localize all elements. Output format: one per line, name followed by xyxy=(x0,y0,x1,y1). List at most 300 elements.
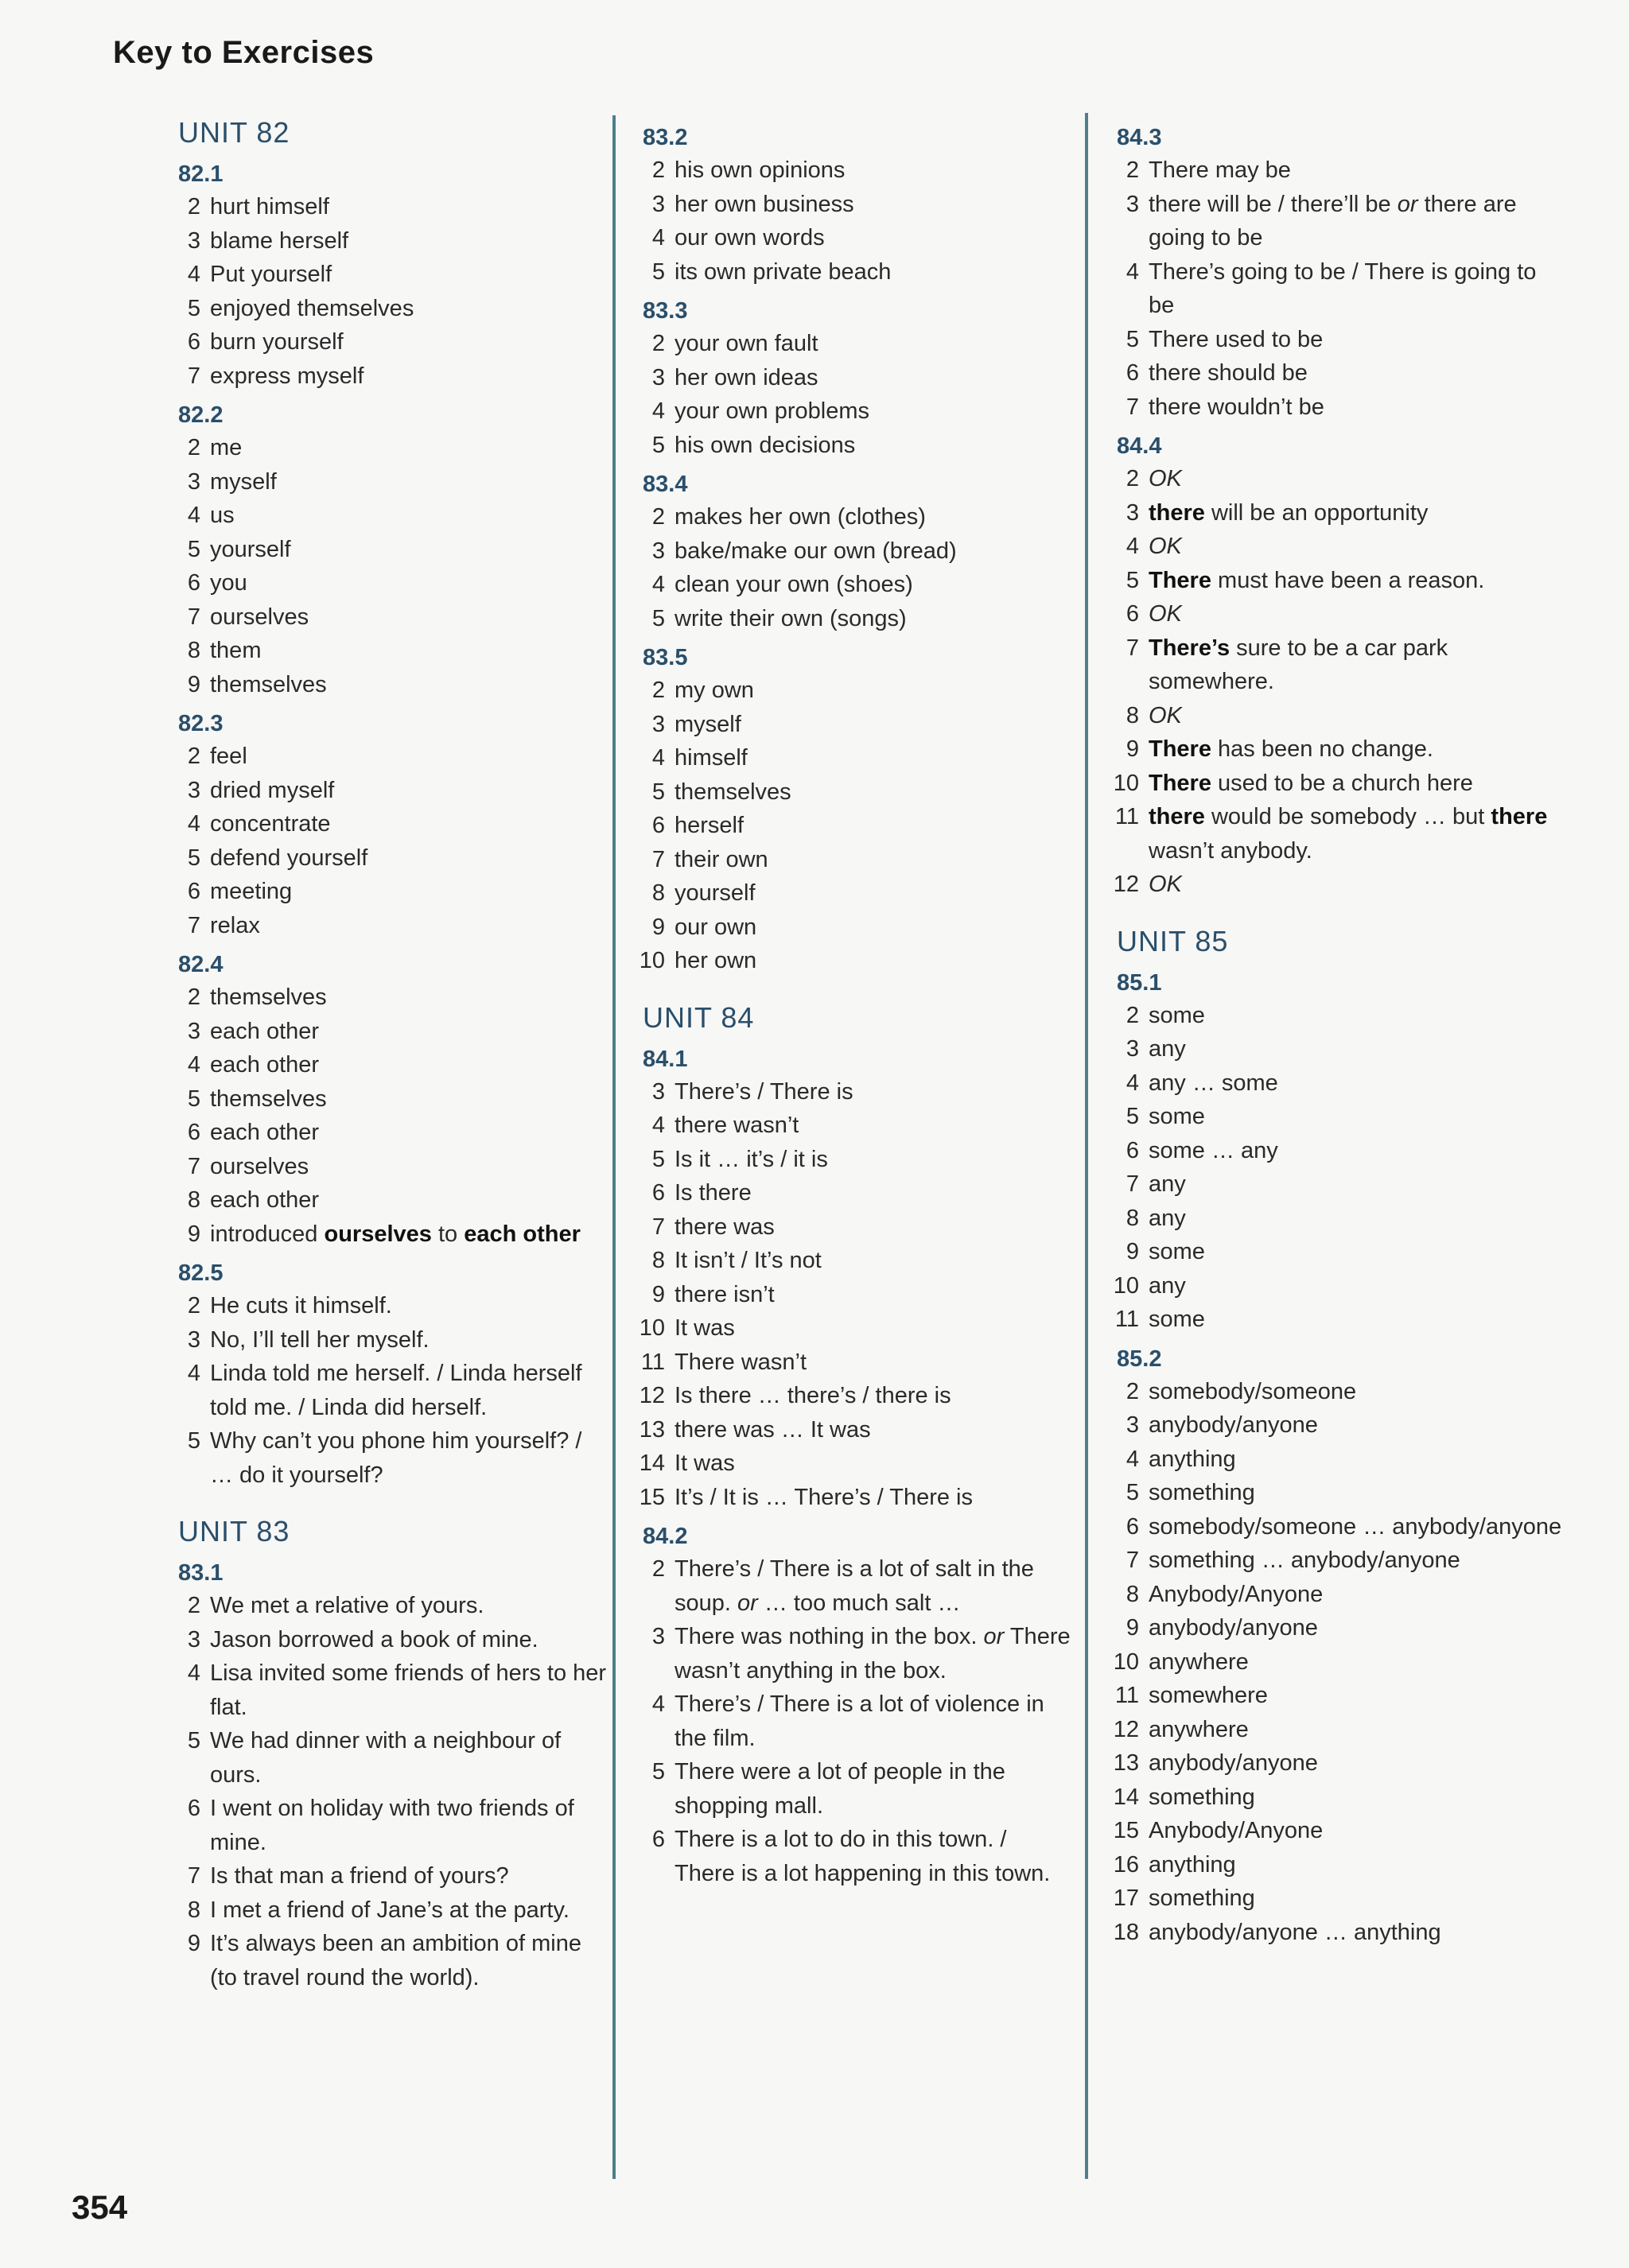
answer-number: 7 xyxy=(187,1153,200,1179)
answer-number: 3 xyxy=(651,1624,665,1649)
answer-number: 9 xyxy=(1126,1239,1139,1264)
answer-text: us xyxy=(210,503,235,528)
answer-text: Put yourself xyxy=(210,262,332,287)
answer-text: feel xyxy=(210,744,247,769)
answer-item xyxy=(178,292,608,326)
answer-number: 6 xyxy=(651,813,665,838)
answer-item xyxy=(178,1183,608,1217)
answer-text: each other xyxy=(210,1120,320,1145)
exercise-number: 83.4 xyxy=(643,472,688,497)
answer-text: makes her own (clothes) xyxy=(675,504,926,530)
answer-item xyxy=(1117,699,1562,733)
answer-number: 6 xyxy=(1126,601,1139,627)
answer-text: something … anybody/anyone xyxy=(1149,1548,1460,1573)
answer-text: each other xyxy=(210,1187,320,1213)
answer-text: there was xyxy=(675,1214,775,1240)
answer-number: 2 xyxy=(187,744,200,769)
answer-number: 5 xyxy=(187,536,200,562)
answer-number: 3 xyxy=(187,468,200,495)
answer-text: there wasn’t xyxy=(675,1113,799,1138)
answer-number: 4 xyxy=(1126,534,1139,559)
answer-number: 9 xyxy=(187,671,200,697)
answer-item xyxy=(178,1724,608,1792)
answer-number: 12 xyxy=(639,1383,665,1408)
answer-item xyxy=(643,429,1072,463)
answer-number: 7 xyxy=(1126,1548,1139,1573)
answer-item xyxy=(178,1015,608,1049)
answer-text: ourselves xyxy=(210,604,309,630)
answer-number: 2 xyxy=(187,1293,200,1318)
answer-number: 2 xyxy=(187,984,200,1010)
exercise-block xyxy=(178,708,608,942)
unit-section xyxy=(178,115,608,1492)
answer-item xyxy=(1117,462,1562,496)
answer-item xyxy=(1113,1645,1562,1680)
answer-number: 4 xyxy=(187,262,200,287)
answer-item xyxy=(1117,1611,1562,1645)
exercise-number: 82.2 xyxy=(178,402,224,428)
exercise-block xyxy=(643,468,1072,635)
answer-number: 5 xyxy=(651,432,665,458)
answer-item xyxy=(643,1552,1072,1620)
answer-item xyxy=(1117,1066,1562,1101)
answer-item xyxy=(178,224,608,258)
answer-text: any … some xyxy=(1149,1070,1278,1096)
answer-item xyxy=(1117,323,1562,357)
answer-item xyxy=(643,1823,1072,1890)
answer-text: anywhere xyxy=(1149,1649,1249,1675)
answer-text: me xyxy=(210,435,243,460)
answer-number: 4 xyxy=(187,1660,200,1686)
answer-item xyxy=(1117,999,1562,1033)
answer-item xyxy=(1117,564,1562,598)
answer-text: meeting xyxy=(210,879,293,904)
answer-number: 7 xyxy=(1126,635,1139,661)
answer-item xyxy=(643,255,1072,289)
answer-text: themselves xyxy=(210,671,327,697)
answer-number: 5 xyxy=(651,1759,665,1784)
answer-text: our own words xyxy=(675,225,825,250)
answer-number: 9 xyxy=(1126,736,1139,762)
answer-number: 5 xyxy=(1126,1480,1139,1505)
exercise-number: 84.4 xyxy=(1117,433,1162,459)
answer-item xyxy=(643,843,1072,877)
answer-number: 14 xyxy=(1113,1784,1139,1810)
answer-number: 8 xyxy=(187,638,200,663)
answer-item xyxy=(178,875,608,909)
answer-item xyxy=(1113,1713,1562,1747)
answer-text: introduced ourselves to each other xyxy=(210,1221,581,1247)
answer-item xyxy=(643,500,1072,534)
unit-section xyxy=(1113,924,1562,1950)
exercise-number: 85.2 xyxy=(1117,1346,1162,1372)
answer-text: there should be xyxy=(1149,360,1308,386)
answer-number: 5 xyxy=(187,295,200,321)
answer-number: 7 xyxy=(187,363,200,389)
column-divider xyxy=(612,115,616,2179)
answer-text: express myself xyxy=(210,363,364,389)
answer-item xyxy=(1113,1746,1562,1781)
answer-text: your own problems xyxy=(675,398,869,424)
answer-item xyxy=(643,809,1072,843)
answer-number: 12 xyxy=(1113,872,1139,897)
answer-item xyxy=(178,566,608,600)
answer-number: 2 xyxy=(1126,1002,1139,1028)
answer-item xyxy=(639,1447,1072,1481)
answer-item xyxy=(1113,868,1562,902)
exercise-block xyxy=(1113,967,1562,1337)
answer-item xyxy=(1113,1916,1562,1950)
answer-text: It’s always been an ambition of mine (to travel round the world). xyxy=(210,1931,581,1990)
answer-text: there will be / there’ll be or there are going to be xyxy=(1149,191,1517,250)
answer-number: 8 xyxy=(1126,702,1139,728)
unit-section xyxy=(639,122,1072,978)
answer-number: 3 xyxy=(651,538,665,564)
answer-item xyxy=(639,1413,1072,1447)
answer-text: It was xyxy=(675,1315,735,1341)
answer-number: 3 xyxy=(1126,1412,1139,1438)
answer-text: OK xyxy=(1149,702,1182,728)
answer-text: Anybody/Anyone xyxy=(1149,1581,1324,1607)
answer-text: There is a lot to do in this town. / There is a lot happening in this town. xyxy=(675,1827,1051,1886)
answer-number: 5 xyxy=(1126,1104,1139,1129)
exercise-number: 83.3 xyxy=(643,298,688,324)
answer-text: there isn’t xyxy=(675,1281,775,1307)
answer-item xyxy=(1114,1679,1562,1713)
answer-text: He cuts it himself. xyxy=(210,1293,392,1318)
answer-number: 5 xyxy=(1126,567,1139,593)
exercise-number: 82.3 xyxy=(178,711,224,736)
answer-number: 2 xyxy=(651,678,665,703)
answer-text: any xyxy=(1149,1171,1186,1197)
answer-list xyxy=(178,981,608,1251)
answer-item xyxy=(1117,597,1562,631)
answer-item xyxy=(639,944,1072,978)
answer-text: Is there xyxy=(675,1180,752,1206)
answer-text: themselves xyxy=(210,1085,327,1112)
answer-item xyxy=(1113,1848,1562,1882)
answer-number: 4 xyxy=(187,1052,200,1078)
answer-text: bake/make our own (bread) xyxy=(675,538,957,564)
unit-heading: UNIT 83 xyxy=(178,1515,290,1548)
answer-text: some xyxy=(1149,1239,1205,1264)
answer-text: somebody/someone … anybody/anyone xyxy=(1149,1513,1562,1540)
answer-text: yourself xyxy=(210,536,291,562)
unit-section xyxy=(639,1000,1072,1891)
answer-list xyxy=(643,1552,1072,1890)
answer-text: OK xyxy=(1149,534,1182,559)
answer-text: themselves xyxy=(210,984,327,1010)
answer-text: there will be an opportunity xyxy=(1149,499,1429,526)
answer-text: somebody/someone xyxy=(1149,1378,1357,1404)
answer-number: 9 xyxy=(187,1221,200,1247)
answer-number: 6 xyxy=(1126,1513,1139,1540)
answer-item xyxy=(643,708,1072,742)
answer-text: my own xyxy=(675,678,754,703)
answer-item xyxy=(1117,1134,1562,1168)
answer-text: our own xyxy=(675,914,757,940)
answer-text: his own opinions xyxy=(675,157,846,183)
unit-section xyxy=(178,1514,608,1994)
answer-number: 2 xyxy=(651,331,665,356)
answer-text: himself xyxy=(675,745,748,771)
answer-column-2 xyxy=(639,115,1072,1895)
answer-item xyxy=(643,1687,1072,1755)
answer-item xyxy=(1117,1375,1562,1409)
exercise-number: 84.1 xyxy=(643,1046,688,1072)
answer-number: 12 xyxy=(1113,1716,1139,1742)
answer-text: your own fault xyxy=(675,331,818,356)
answer-item xyxy=(643,188,1072,222)
answer-item xyxy=(178,807,608,841)
answer-item xyxy=(178,634,608,668)
answer-number: 8 xyxy=(651,880,665,906)
answer-number: 10 xyxy=(639,1315,665,1341)
answer-number: 11 xyxy=(1114,1307,1139,1332)
answer-item xyxy=(643,153,1072,188)
answer-number: 4 xyxy=(187,1361,200,1386)
answer-item xyxy=(643,1143,1072,1177)
exercise-number: 83.2 xyxy=(643,125,688,150)
answer-item xyxy=(643,1109,1072,1143)
answer-number: 6 xyxy=(1126,1137,1139,1163)
answer-text: enjoyed themselves xyxy=(210,295,414,321)
answer-text: something xyxy=(1149,1480,1255,1505)
answer-text: you xyxy=(210,570,247,596)
answer-text: there wouldn’t be xyxy=(1149,394,1324,420)
answer-column-1 xyxy=(178,115,608,1999)
answer-item xyxy=(178,1589,608,1623)
answer-text: There’s / There is xyxy=(675,1078,853,1105)
answer-number: 5 xyxy=(651,779,665,805)
exercise-block xyxy=(643,295,1072,462)
answer-item xyxy=(178,1217,608,1252)
answer-item xyxy=(1117,530,1562,564)
answer-item xyxy=(1117,1032,1562,1066)
answer-number: 6 xyxy=(651,1827,665,1852)
exercise-block xyxy=(178,949,608,1251)
answer-number: 6 xyxy=(651,1180,665,1206)
answer-item xyxy=(643,1620,1072,1687)
answer-text: concentrate xyxy=(210,811,331,837)
answer-number: 4 xyxy=(651,225,665,250)
exercise-block xyxy=(1117,122,1562,424)
exercise-number: 85.1 xyxy=(1117,969,1162,996)
answer-text: Lisa invited some friends of hers to her flat. xyxy=(210,1660,607,1720)
answer-list xyxy=(178,1589,608,1994)
answer-text: We had dinner with a neighbour of ours. xyxy=(210,1728,562,1788)
answer-item xyxy=(1117,732,1562,767)
answer-text: There used to be xyxy=(1149,326,1324,352)
answer-text: anything xyxy=(1149,1851,1236,1878)
answer-text: There were a lot of people in the shopping mall. xyxy=(675,1759,1005,1819)
answer-text: anybody/anyone … anything xyxy=(1149,1919,1441,1945)
answer-number: 2 xyxy=(651,157,665,183)
answer-number: 7 xyxy=(651,1214,665,1240)
answer-item xyxy=(1117,390,1562,425)
answer-number: 8 xyxy=(187,1897,200,1923)
answer-item xyxy=(178,1927,608,1994)
answer-item xyxy=(639,1311,1072,1346)
answer-text: there was … It was xyxy=(675,1416,871,1443)
answer-text: OK xyxy=(1149,601,1182,627)
answer-item xyxy=(643,602,1072,636)
answer-number: 8 xyxy=(187,1187,200,1213)
answer-item xyxy=(643,568,1072,602)
answer-text: their own xyxy=(675,846,768,872)
answer-text: anybody/anyone xyxy=(1149,1615,1318,1641)
answer-item xyxy=(1113,1814,1562,1848)
answer-number: 10 xyxy=(1113,770,1139,796)
answer-list xyxy=(1113,999,1562,1337)
answer-number: 4 xyxy=(1126,1070,1139,1096)
answer-text: Why can’t you phone him yourself? / … do it yourself? xyxy=(210,1428,582,1488)
answer-item xyxy=(178,533,608,567)
answer-item xyxy=(178,1082,608,1117)
answer-item xyxy=(643,911,1072,945)
answer-text: each other xyxy=(210,1052,320,1078)
answer-list xyxy=(643,153,1072,289)
answer-number: 4 xyxy=(1126,258,1139,285)
answer-number: 15 xyxy=(1113,1818,1139,1843)
answer-item xyxy=(639,1481,1072,1515)
answer-text: there would be somebody … but there wasn’t anybody. xyxy=(1149,804,1548,864)
answer-number: 7 xyxy=(187,604,200,630)
answer-number: 10 xyxy=(1113,1272,1139,1299)
answer-item xyxy=(1117,496,1562,530)
answer-item xyxy=(1117,1476,1562,1510)
answer-text: ourselves xyxy=(210,1153,309,1179)
answer-number: 14 xyxy=(639,1451,665,1476)
answer-text: There may be xyxy=(1149,157,1291,183)
answer-number: 3 xyxy=(187,227,200,254)
answer-number: 3 xyxy=(1126,499,1139,526)
answer-number: 5 xyxy=(651,258,665,285)
answer-text: blame herself xyxy=(210,227,349,254)
answer-item xyxy=(1117,1167,1562,1202)
exercise-block xyxy=(178,399,608,701)
answer-item xyxy=(178,1792,608,1859)
answer-number: 4 xyxy=(1126,1446,1139,1472)
page-number: 354 xyxy=(72,2188,128,2226)
answer-item xyxy=(1117,1408,1562,1443)
answer-list xyxy=(1113,1375,1562,1950)
answer-item xyxy=(643,327,1072,361)
answer-item xyxy=(1114,800,1562,868)
answer-list xyxy=(639,674,1072,978)
answer-text: There used to be a church here xyxy=(1149,770,1473,796)
answer-number: 11 xyxy=(1114,804,1139,829)
answer-number: 3 xyxy=(651,364,665,390)
answer-number: 7 xyxy=(651,846,665,872)
answer-number: 6 xyxy=(187,879,200,904)
answer-text: OK xyxy=(1149,872,1182,897)
answer-item xyxy=(178,740,608,774)
answer-item xyxy=(643,674,1072,708)
exercise-number: 82.5 xyxy=(178,1260,224,1286)
answer-text: any xyxy=(1149,1036,1186,1062)
answer-text: I went on holiday with two friends of mine. xyxy=(210,1796,574,1855)
answer-number: 7 xyxy=(187,1863,200,1889)
answer-item xyxy=(178,258,608,292)
answer-item xyxy=(1114,1303,1562,1337)
answer-number: 6 xyxy=(187,1120,200,1145)
answer-number: 2 xyxy=(187,1593,200,1618)
unit-heading: UNIT 82 xyxy=(178,116,290,149)
answer-text: its own private beach xyxy=(675,258,892,285)
answer-number: 4 xyxy=(651,1691,665,1717)
answer-item xyxy=(1117,1202,1562,1236)
answer-list xyxy=(643,327,1072,462)
answer-text: some xyxy=(1149,1307,1205,1332)
answer-item xyxy=(1117,1235,1562,1269)
answer-list xyxy=(178,190,608,393)
answer-item xyxy=(178,325,608,359)
answer-number: 6 xyxy=(187,570,200,596)
answer-text: OK xyxy=(1149,466,1182,491)
answer-text: There was nothing in the box. or There wasn’t anything in the box. xyxy=(675,1624,1071,1684)
exercise-block xyxy=(1113,430,1562,902)
answer-text: dried myself xyxy=(210,777,335,803)
answer-number: 6 xyxy=(1126,360,1139,386)
answer-number: 3 xyxy=(651,711,665,737)
answer-text: myself xyxy=(210,468,277,495)
answer-item xyxy=(640,1346,1072,1380)
exercise-number: 83.1 xyxy=(178,1560,224,1586)
answer-number: 8 xyxy=(1126,1581,1139,1607)
answer-text: Is it … it’s / it is xyxy=(675,1146,828,1172)
answer-text: them xyxy=(210,638,262,663)
exercise-number: 82.1 xyxy=(178,161,224,187)
unit-heading: UNIT 85 xyxy=(1117,924,1229,957)
answer-number: 11 xyxy=(640,1349,665,1375)
answer-number: 4 xyxy=(651,398,665,424)
answer-item xyxy=(643,876,1072,911)
answer-item xyxy=(643,1244,1072,1278)
answer-list xyxy=(643,500,1072,635)
answer-number: 16 xyxy=(1113,1851,1139,1878)
answer-number: 9 xyxy=(651,914,665,940)
answer-text: anybody/anyone xyxy=(1149,1750,1318,1776)
answer-number: 6 xyxy=(187,329,200,355)
answer-item xyxy=(178,431,608,465)
answer-text: Linda told me herself. / Linda herself told me. / Linda did herself. xyxy=(210,1361,582,1420)
answer-text: There’s sure to be a car park somewhere. xyxy=(1149,635,1448,694)
answer-list xyxy=(639,1075,1072,1515)
answer-text: There has been no change. xyxy=(1149,736,1433,762)
answer-text: There’s going to be / There is going to be xyxy=(1149,258,1537,318)
answer-number: 4 xyxy=(651,1113,665,1138)
answer-number: 6 xyxy=(187,1796,200,1821)
answer-text: write their own (songs) xyxy=(675,605,907,631)
answer-item xyxy=(178,841,608,876)
exercise-number: 83.5 xyxy=(643,645,688,670)
answer-item xyxy=(1117,1544,1562,1578)
answer-item xyxy=(1117,188,1562,255)
answer-item xyxy=(178,600,608,635)
answer-item xyxy=(178,774,608,808)
answer-list xyxy=(178,1289,608,1492)
answer-item xyxy=(178,1859,608,1893)
answer-text: No, I’ll tell her myself. xyxy=(210,1326,430,1353)
answer-text: We met a relative of yours. xyxy=(210,1593,484,1618)
exercise-block xyxy=(643,122,1072,289)
answer-list xyxy=(1113,462,1562,902)
answer-item xyxy=(643,361,1072,395)
answer-number: 10 xyxy=(639,948,665,973)
answer-number: 13 xyxy=(1113,1750,1139,1776)
answer-number: 17 xyxy=(1113,1885,1139,1911)
